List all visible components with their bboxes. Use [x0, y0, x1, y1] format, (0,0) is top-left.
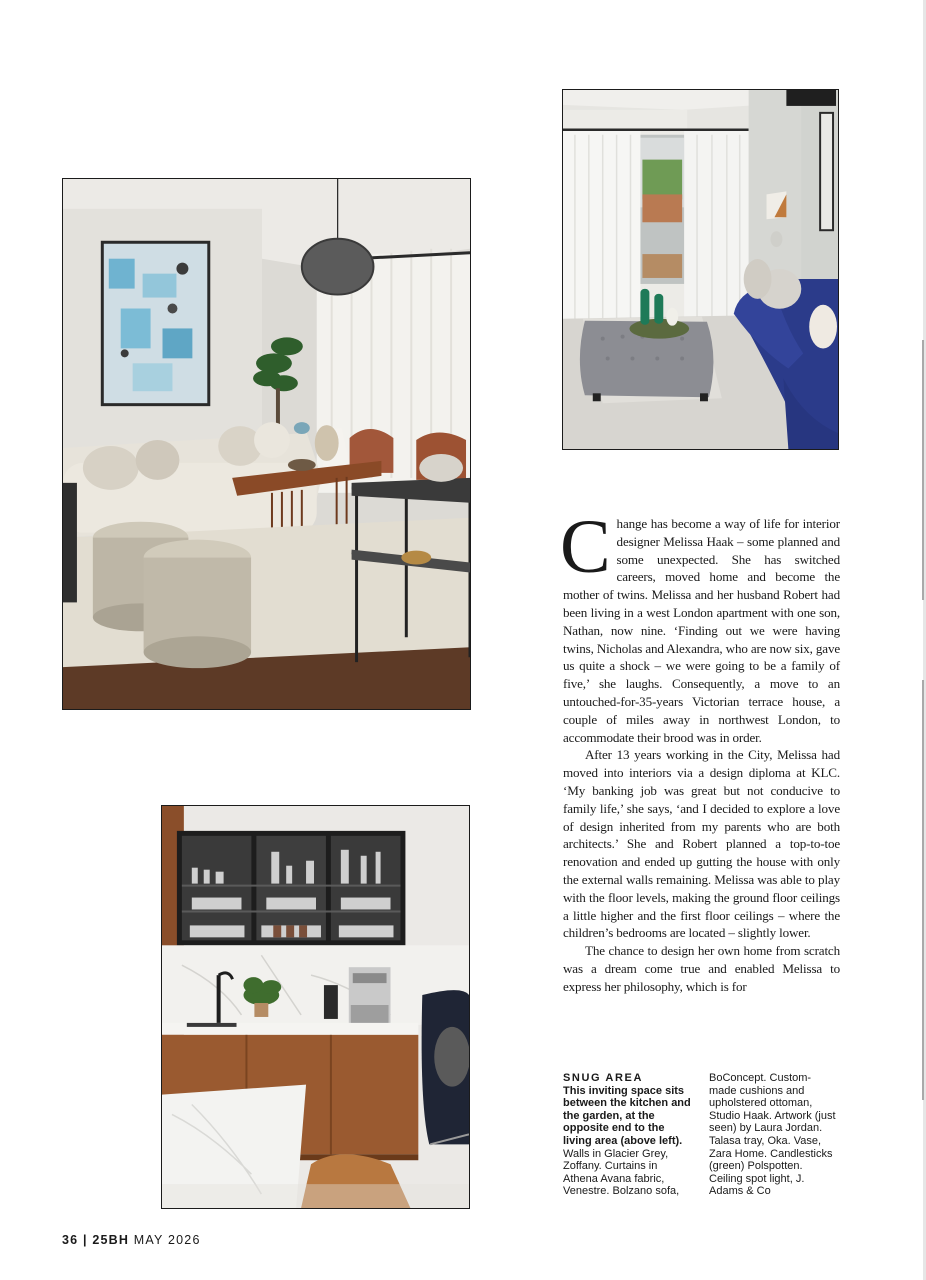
page-number: 36 [62, 1233, 79, 1247]
caption-column-right [709, 1072, 837, 1198]
drop-cap: C [560, 505, 611, 589]
article-paragraph-3: The chance to design her own home from scratch was a dream come true and enabled Melissa to express her philosophy, which is for [563, 943, 840, 994]
page-edge-mark [922, 680, 924, 1100]
kitchen-photo [161, 805, 470, 1209]
article-paragraph-2: After 13 years working in the City, Melissa had moved into interiors via a design diploma at KLC. ‘My banking job was great but not conducive to family life,’ she says, ‘and I decided to explore a love of design inherited from my parents who are both architects.’ She and Robert planned a top-to-toe renovation and ended up gutting the house with only the external walls remaining. Melissa was able to play with the floor levels, making the ground floor ceilings a little higher and the first floor ceilings – where the children’s bedrooms are located – slightly lower. [563, 747, 840, 941]
caption-lead: This inviting space sits between the kitchen and the garden, at the opposite end to the living area (above left). [563, 1084, 691, 1147]
snug-area-photo [562, 89, 839, 450]
article-paragraph-1 [560, 505, 840, 746]
caption-column-left [563, 1072, 691, 1198]
page-edge-mark [922, 340, 924, 600]
caption-text-right: BoConcept. Custom-made cushions and upholstered ottoman, Studio Haak. Artwork (just seen) by Laura Jordan. Talasa tray, Oka. Vase, Zara Home. Candlesticks (green) Polspotten. Ceiling spot light, J. Adams & Co [709, 1072, 836, 1198]
page-folio [62, 1233, 201, 1247]
living-room-photo [62, 178, 471, 710]
issue-date: MAY 2026 [129, 1233, 201, 1247]
article-body [560, 505, 840, 996]
folio-separator: | [78, 1233, 93, 1247]
caption-text-left: Walls in Glacier Grey, Zoffany. Curtains in Athena Avana fabric, Venestre. Bolzano sofa, [563, 1147, 680, 1198]
magazine-name: 25BH [92, 1233, 130, 1247]
caption-heading: SNUG AREA [563, 1072, 643, 1084]
paragraph-text: hange has become a way of life for interior designer Melissa Haak – some planned and some unexpected. She has switched careers, moved home and become the mother of twins. Melissa and her husband Robert had been living in a west London apartment with one son, Nathan, now nine. ‘Finding out we were having twins, Nicholas and Alexandra, who are now six, gave us quite a shock – we were going to be a family of five,’ she laughs. Consequently, a move to an untouched-for-35-years Victorian terrace house, a couple of miles away in northwest London, to accommodate their brood was in order. [563, 516, 840, 745]
